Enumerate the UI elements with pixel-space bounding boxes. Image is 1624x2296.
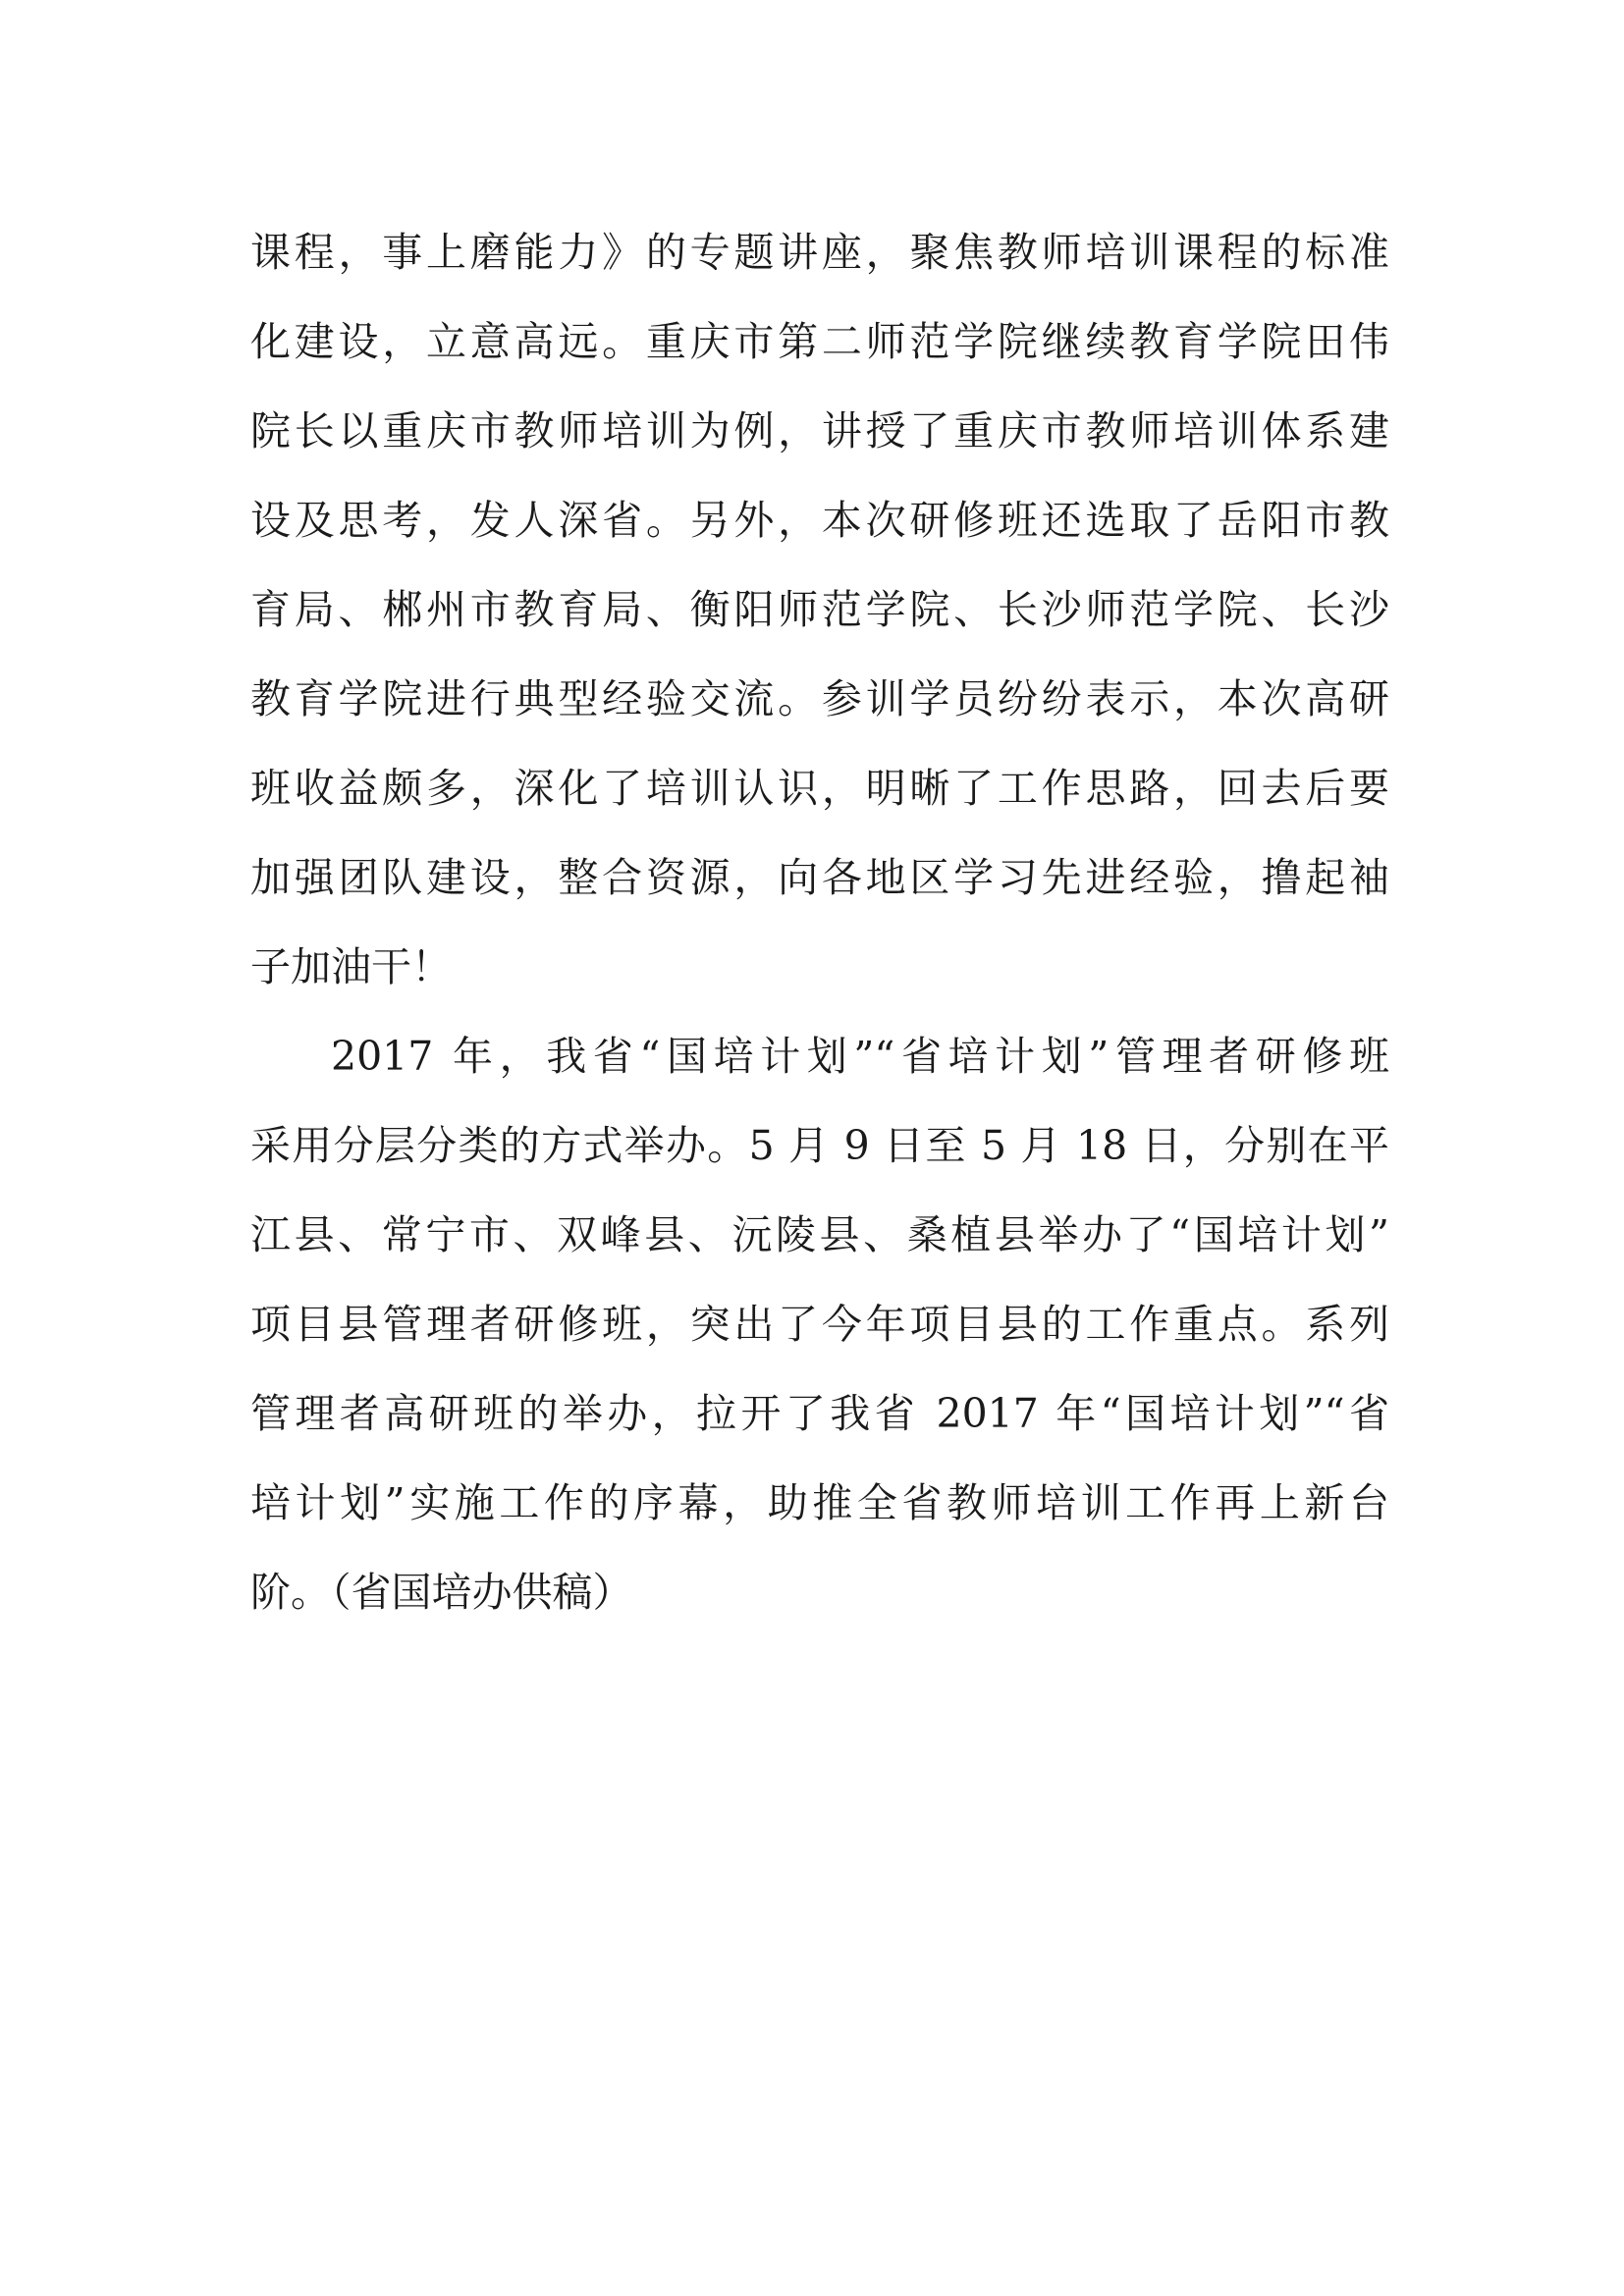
text-line: 江县、常宁市、双峰县、沅陵县、桑植县举办了“国培计划” — [250, 1211, 1389, 1258]
text-line: 课程，事上磨能力》的专题讲座，聚焦教师培训课程的标准 — [250, 229, 1389, 276]
text-line: 设及思考，发人深省。另外，本次研修班还选取了岳阳市教 — [250, 497, 1389, 544]
text-line: 阶。（省国培办供稿） — [250, 1569, 633, 1616]
body-text — [250, 208, 1389, 1637]
paragraph-2 — [250, 1012, 1389, 1637]
text-line: 培计划”实施工作的序幕，助推全省教师培训工作再上新台 — [250, 1479, 1389, 1526]
text-line: 项目县管理者研修班，突出了今年项目县的工作重点。系列 — [250, 1301, 1389, 1348]
text-line: 教育学院进行典型经验交流。参训学员纷纷表示，本次高研 — [250, 675, 1389, 722]
text-line: 子加油干！ — [250, 943, 452, 990]
text-line: 采用分层分类的方式举办。5 月 9 日至 5 月 18 日，分别在平 — [250, 1122, 1389, 1169]
text-line: 班收益颇多，深化了培训认识，明晰了工作思路，回去后要 — [250, 765, 1389, 812]
paragraph-1 — [250, 208, 1389, 1012]
text-line: 管理者高研班的举办，拉开了我省 2017 年“国培计划”“省 — [250, 1390, 1389, 1437]
text-line: 院长以重庆市教师培训为例，讲授了重庆市教师培训体系建 — [250, 407, 1389, 454]
text-line: 2017 年，我省“国培计划”“省培计划”管理者研修班 — [331, 1033, 1389, 1080]
text-line: 加强团队建设，整合资源，向各地区学习先进经验，撸起袖 — [250, 854, 1389, 901]
text-line: 育局、郴州市教育局、衡阳师范学院、长沙师范学院、长沙 — [250, 586, 1389, 633]
text-line: 化建设，立意高远。重庆市第二师范学院继续教育学院田伟 — [250, 318, 1389, 365]
